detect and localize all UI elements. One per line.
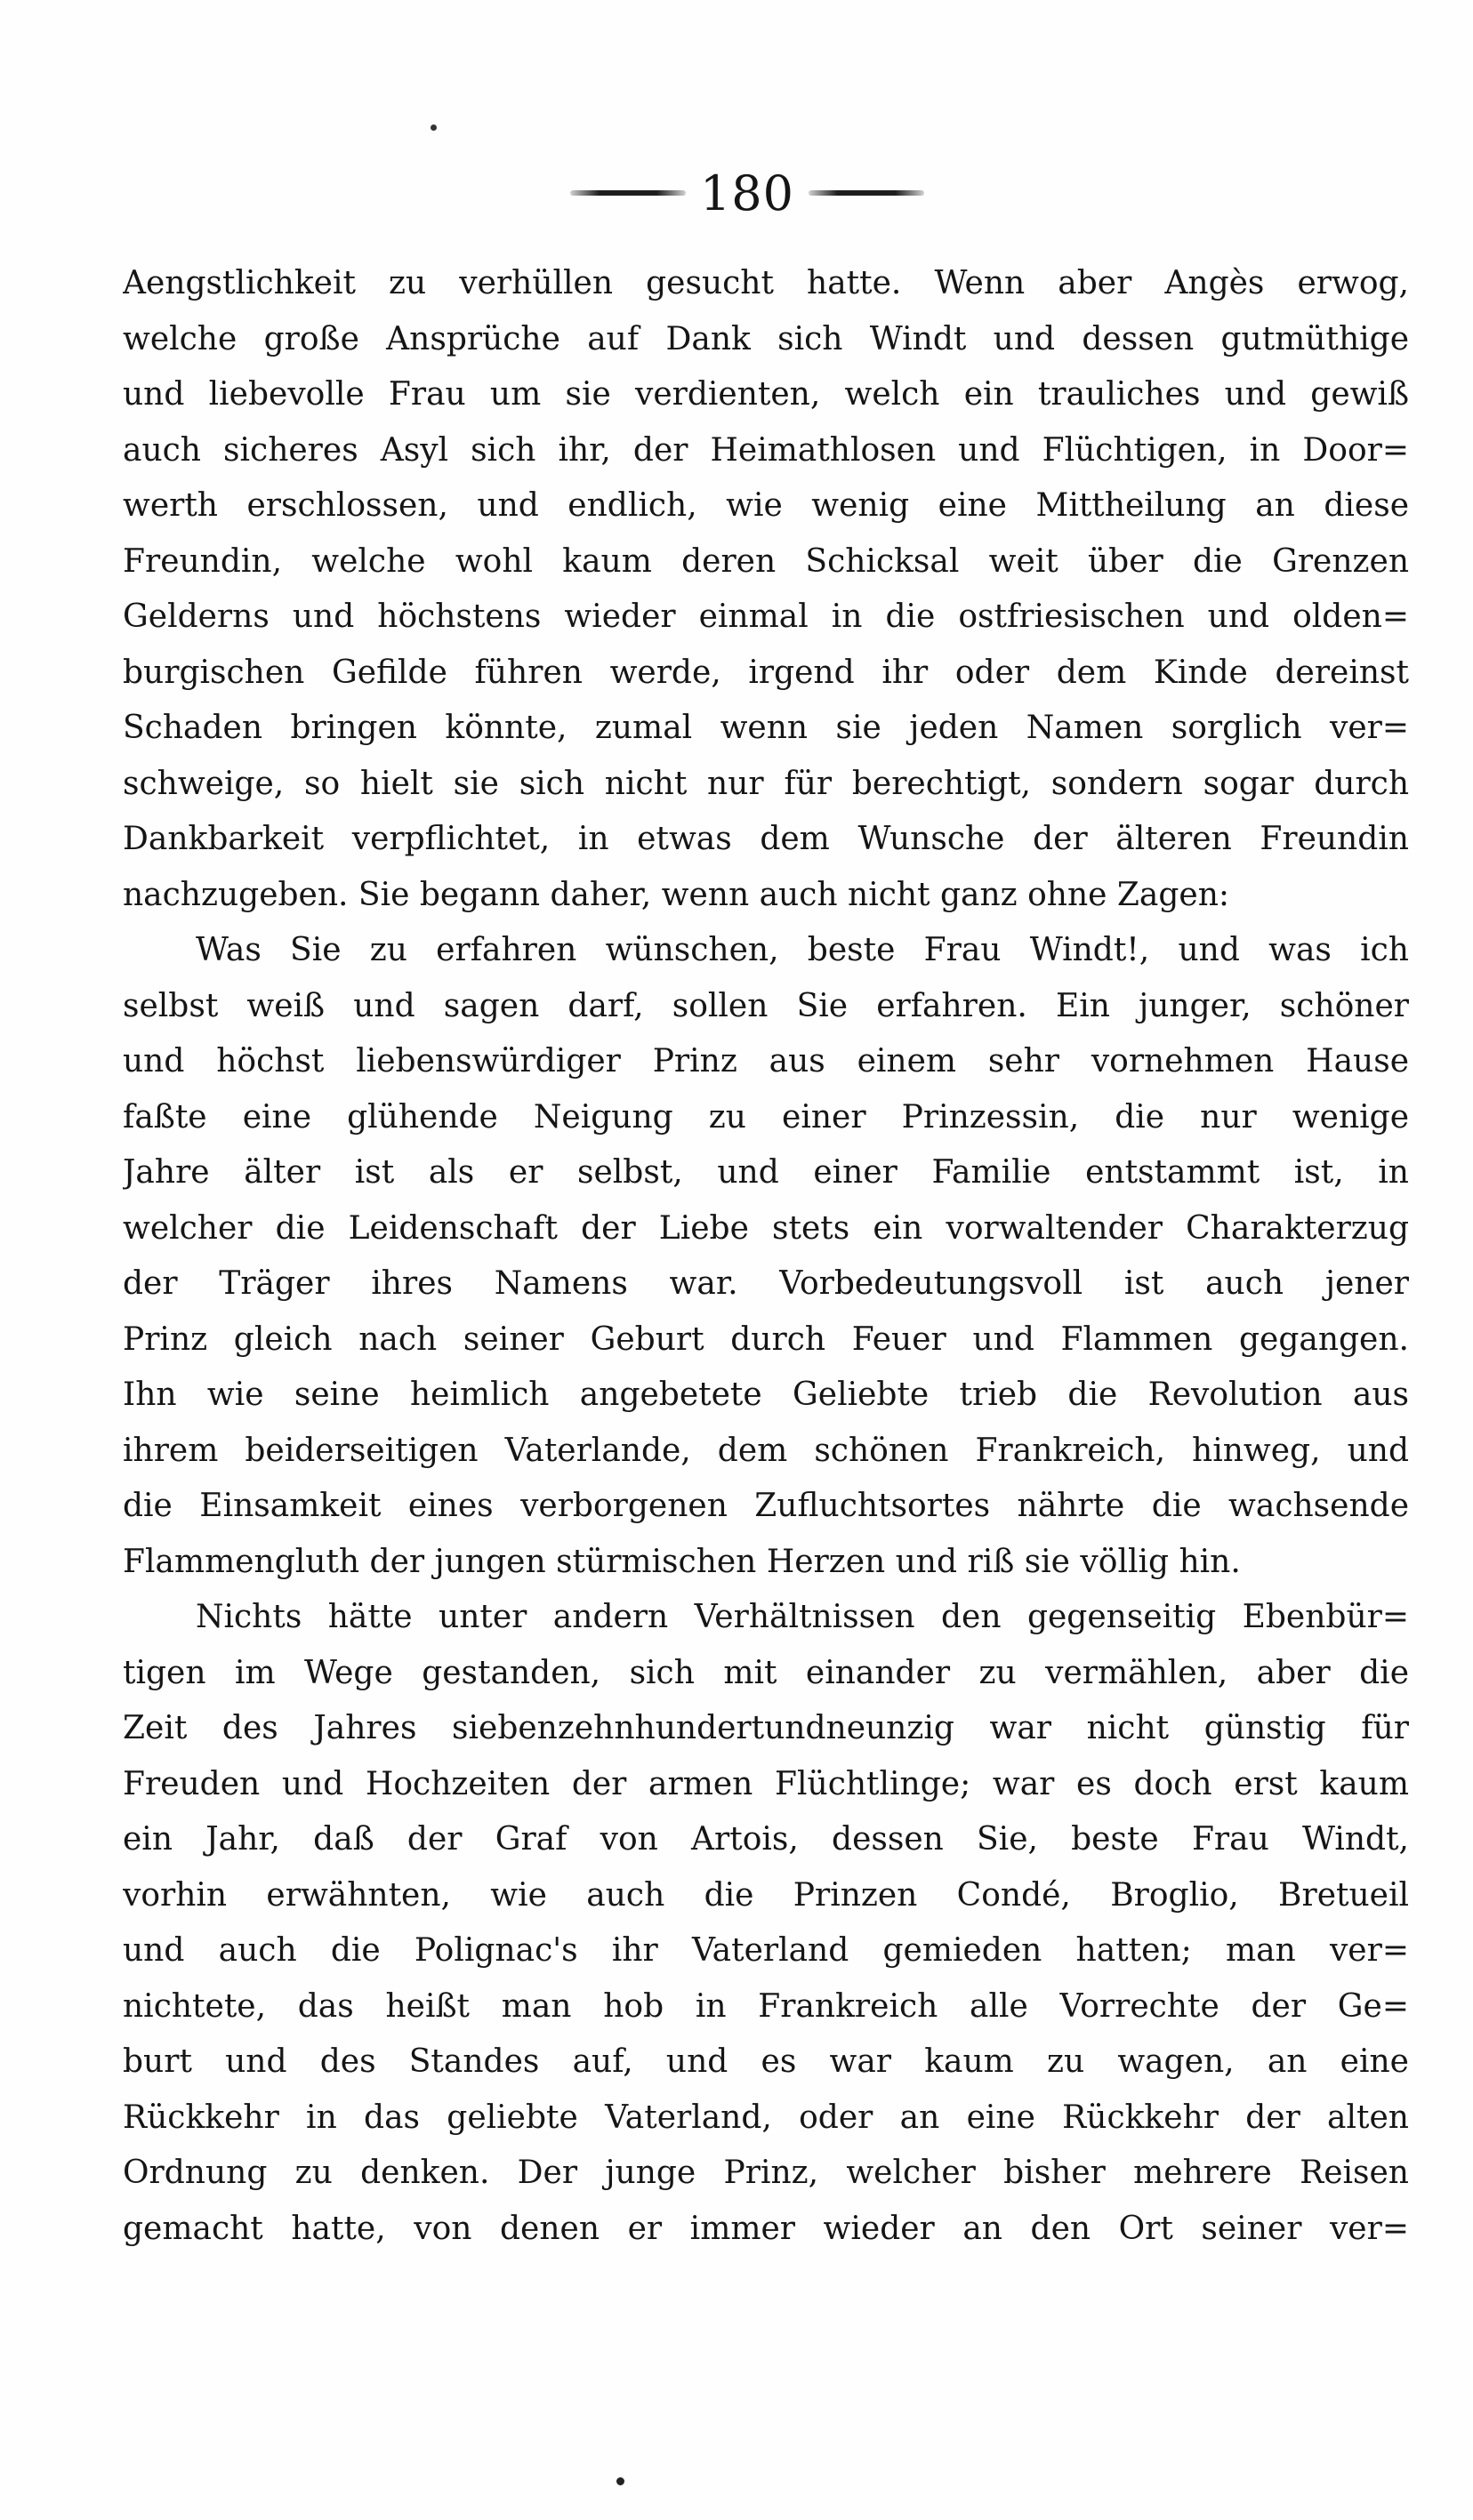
text-line: Freundin, welche wohl kaum deren Schicksal weit über die Grenzen [123, 542, 1409, 580]
text-line: welche große Ansprüche auf Dank sich Windt und dessen gutmüthige [123, 320, 1409, 357]
text-line: die Einsamkeit eines verborgenen Zufluchtsortes nährte die wachsende [123, 1488, 1409, 1524]
text-line: welcher die Leidenschaft der Liebe stets ein vorwaltender Charakterzug [123, 1209, 1409, 1247]
body-text [123, 256, 1409, 2257]
text-line: Rückkehr in das geliebte Vaterland, oder an eine Rückkehr der alten [123, 2099, 1409, 2136]
text-line: und auch die Polignac's ihr Vaterland gemieden hatten; man ver= [123, 1932, 1409, 1969]
header-rule-left [570, 190, 686, 196]
text-line: burt und des Standes auf, und es war kaum zu wagen, an eine [123, 2043, 1409, 2080]
paragraph-start-line: Was Sie zu erfahren wünschen, beste Frau Windt!, und was ich [196, 932, 1409, 968]
text-line: nichtete, das heißt man hob in Frankreich alle Vorrechte der Ge= [123, 1987, 1409, 2025]
print-speck [431, 124, 437, 131]
page-number: 180 [699, 165, 795, 221]
print-speck [616, 2477, 624, 2485]
header-rule-right [809, 190, 924, 196]
text-line: Freuden und Hochzeiten der armen Flüchtlinge; war es doch erst kaum [123, 1765, 1409, 1802]
text-line: der Träger ihres Namens war. Vorbedeutungsvoll ist auch jener [123, 1265, 1409, 1302]
text-line: schweige, so hielt sie sich nicht nur für berechtigt, sondern sogar durch [123, 765, 1409, 802]
text-line: vorhin erwähnten, wie auch die Prinzen Condé, Broglio, Bretueil [123, 1876, 1409, 1914]
text-line: und höchst liebenswürdiger Prinz aus einem sehr vornehmen Hause [123, 1043, 1409, 1079]
text-line: ihrem beiderseitigen Vaterlande, dem schönen Frankreich, hinweg, und [123, 1432, 1409, 1469]
text-line: faßte eine glühende Neigung zu einer Prinzessin, die nur wenige [123, 1098, 1409, 1136]
text-line: nachzugeben. Sie begann daher, wenn auch nicht ganz ohne Zagen: [123, 876, 1230, 913]
text-line: tigen im Wege gestanden, sich mit einander zu vermählen, aber die [123, 1654, 1409, 1691]
text-line: Jahre älter ist als er selbst, und einer Familie entstammt ist, in [123, 1154, 1409, 1191]
text-line: gemacht hatte, von denen er immer wieder an den Ort seiner ver= [123, 2210, 1409, 2247]
text-line: Ihn wie seine heimlich angebetete Geliebte trieb die Revolution aus [123, 1376, 1409, 1413]
text-line: Aengstlichkeit zu verhüllen gesucht hatte. Wenn aber Angès erwog, [123, 265, 1409, 301]
paragraph-start-line: Nichts hätte unter andern Verhältnissen den gegenseitig Ebenbür= [196, 1599, 1409, 1635]
text-line: Prinz gleich nach seiner Geburt durch Feuer und Flammen gegangen. [123, 1320, 1409, 1358]
text-line: Dankbarkeit verpflichtet, in etwas dem Wunsche der älteren Freundin [123, 821, 1409, 857]
page-header [569, 162, 925, 224]
text-line: Flammengluth der jungen stürmischen Herzen und riß sie völlig hin. [123, 1543, 1241, 1580]
text-line: Ordnung zu denken. Der junge Prinz, welcher bisher mehrere Reisen [123, 2155, 1409, 2191]
text-line: Zeit des Jahres siebenzehnhundertundneunzig war nicht günstig für [123, 1710, 1409, 1746]
text-line: ein Jahr, daß der Graf von Artois, dessen Sie, beste Frau Windt, [123, 1821, 1409, 1858]
text-line: Gelderns und höchstens wieder einmal in die ostfriesischen und olden= [123, 598, 1409, 635]
text-line: und liebevolle Frau um sie verdienten, welch ein trauliches und gewiß [123, 376, 1409, 413]
text-line: werth erschlossen, und endlich, wie wenig eine Mittheilung an diese [123, 487, 1409, 524]
text-line: auch sicheres Asyl sich ihr, der Heimathlosen und Flüchtigen, in Door= [123, 431, 1409, 469]
text-line: selbst weiß und sagen darf, sollen Sie erfahren. Ein junger, schöner [123, 987, 1409, 1024]
text-line: Schaden bringen könnte, zumal wenn sie jeden Namen sorglich ver= [123, 710, 1409, 746]
text-line: burgischen Gefilde führen werde, irgend ihr oder dem Kinde dereinst [123, 654, 1409, 691]
